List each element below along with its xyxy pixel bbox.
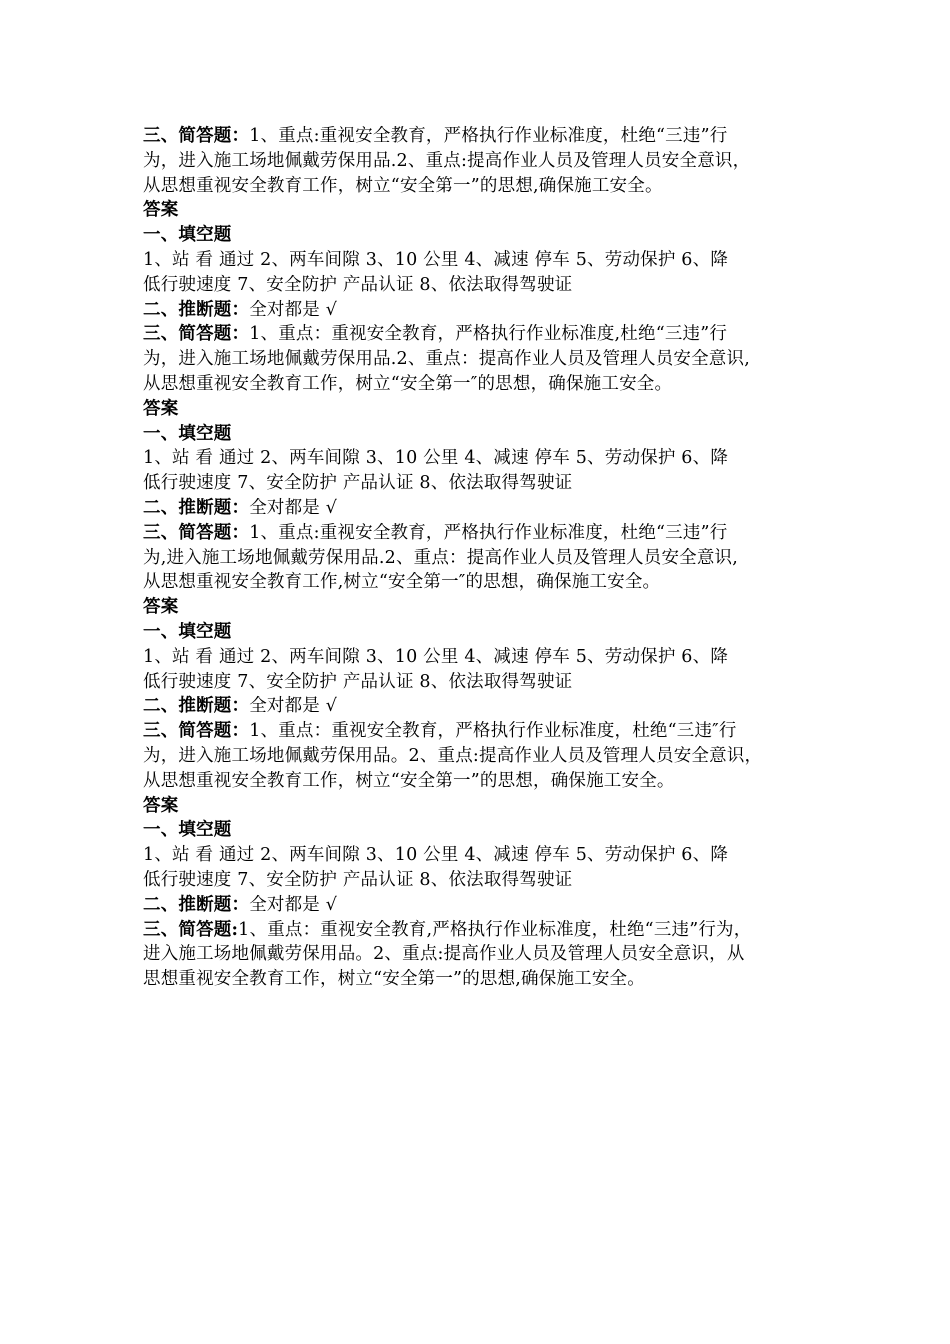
- line-text: 为，进入施工场地佩戴劳保用品.2、重点:提高作业人员及管理人员安全意识，: [143, 150, 751, 171]
- text-line: [143, 942, 810, 967]
- section-heading: 一、填空题: [143, 820, 232, 841]
- text-line: [143, 521, 810, 546]
- line-text: 从思想重视安全教育工作，树立“安全第一″的思想，确保施工安全。: [143, 373, 673, 394]
- text-line: [143, 694, 810, 719]
- text-line: [143, 273, 810, 298]
- line-text: 1、重点:重视安全教育，严格执行作业标准度，杜绝“三违”行: [249, 126, 728, 146]
- text-line: [143, 670, 810, 695]
- text-line: [143, 124, 810, 149]
- text-line: [143, 446, 810, 471]
- line-text: 低行驶速度 7、安全防护 产品认证 8、依法取得驾驶证: [143, 473, 573, 494]
- line-text: 从思想重视安全教育工作，树立“安全第一”的思想,确保施工安全。: [143, 175, 663, 196]
- document-body: [143, 124, 810, 992]
- section-heading: 答案: [143, 200, 179, 221]
- text-line: [143, 322, 810, 347]
- line-text: 为，进入施工场地佩戴劳保用品。2、重点:提高作业人员及管理人员安全意识，: [143, 745, 763, 766]
- section-heading: 三、简答题：: [143, 324, 250, 345]
- text-line: [143, 595, 810, 620]
- line-text: 1、站 看 通过 2、两车间隙 3、10 公里 4、减速 停车 5、劳动保护 6、降: [143, 448, 729, 469]
- line-text: 1、站 看 通过 2、两车间隙 3、10 公里 4、减速 停车 5、劳动保护 6、降: [143, 249, 729, 270]
- text-line: [143, 818, 810, 843]
- line-text: 1、重点：重视安全教育，严格执行作业标准度，杜绝“三违″行: [249, 721, 737, 742]
- text-line: [143, 298, 810, 323]
- line-text: 全对都是 √: [249, 696, 338, 717]
- text-line: [143, 769, 810, 794]
- text-line: [143, 843, 810, 868]
- section-heading: 二、推断题：: [143, 497, 250, 518]
- text-line: [143, 223, 810, 248]
- line-text: 全对都是 √: [249, 497, 338, 518]
- text-line: [143, 149, 810, 174]
- text-line: [143, 620, 810, 645]
- line-text: 为，进入施工场地佩戴劳保用品.2、重点：提高作业人员及管理人员安全意识,: [143, 349, 750, 370]
- section-heading: 答案: [143, 795, 179, 816]
- line-text: 从思想重视安全教育工作，树立“安全第一”的思想，确保施工安全。: [143, 770, 675, 791]
- text-line: [143, 422, 810, 447]
- section-heading: 答案: [143, 398, 179, 419]
- text-line: [143, 744, 810, 769]
- section-heading: 三、简答题：: [143, 126, 250, 146]
- text-line: [143, 719, 810, 744]
- line-text: 1、站 看 通过 2、两车间隙 3、10 公里 4、减速 停车 5、劳动保护 6、降: [143, 845, 729, 866]
- line-text: 思想重视安全教育工作，树立“安全第一”的思想,确保施工安全。: [143, 969, 645, 990]
- section-heading: 一、填空题: [143, 423, 232, 444]
- section-heading: 一、填空题: [143, 621, 232, 642]
- section-heading: 二、推断题：: [143, 894, 250, 915]
- text-line: [143, 570, 810, 595]
- line-text: 1、重点：重视安全教育,严格执行作业标准度，杜绝“三违”行为，: [238, 919, 752, 940]
- section-heading: 三、简答题:: [143, 919, 239, 940]
- text-line: [143, 794, 810, 819]
- section-heading: 三、简答题：: [143, 522, 250, 543]
- line-text: 低行驶速度 7、安全防护 产品认证 8、依法取得驾驶证: [143, 274, 573, 295]
- text-line: [143, 893, 810, 918]
- text-line: [143, 546, 810, 571]
- text-line: [143, 645, 810, 670]
- text-line: [143, 397, 810, 422]
- text-line: [143, 174, 810, 199]
- section-heading: 二、推断题：: [143, 299, 250, 320]
- line-text: 全对都是 √: [249, 894, 338, 915]
- section-heading: 三、简答题：: [143, 721, 250, 742]
- section-heading: 一、填空题: [143, 225, 232, 246]
- line-text: 1、重点:重视安全教育，严格执行作业标准度，杜绝“三违”行: [249, 522, 728, 543]
- line-text: 全对都是 √: [249, 299, 338, 320]
- line-text: 低行驶速度 7、安全防护 产品认证 8、依法取得驾驶证: [143, 869, 573, 890]
- text-line: [143, 918, 810, 943]
- text-line: [143, 198, 810, 223]
- section-heading: 答案: [143, 597, 179, 618]
- text-line: [143, 248, 810, 273]
- line-text: 1、站 看 通过 2、两车间隙 3、10 公里 4、减速 停车 5、劳动保护 6、降: [143, 646, 729, 667]
- line-text: 从思想重视安全教育工作,树立“安全第一″的思想，确保施工安全。: [143, 572, 661, 593]
- text-line: [143, 496, 810, 521]
- line-text: 1、重点：重视安全教育，严格执行作业标准度,杜绝“三违”行: [249, 324, 728, 345]
- line-text: 低行驶速度 7、安全防护 产品认证 8、依法取得驾驶证: [143, 671, 573, 692]
- text-line: [143, 372, 810, 397]
- section-heading: 二、推断题：: [143, 696, 250, 717]
- line-text: 为,进入施工场地佩戴劳保用品.2、重点：提高作业人员及管理人员安全意识,: [143, 547, 739, 568]
- text-line: [143, 967, 810, 992]
- text-line: [143, 471, 810, 496]
- line-text: 进入施工场地佩戴劳保用品。2、重点:提高作业人员及管理人员安全意识，从: [143, 944, 745, 965]
- text-line: [143, 868, 810, 893]
- text-line: [143, 347, 810, 372]
